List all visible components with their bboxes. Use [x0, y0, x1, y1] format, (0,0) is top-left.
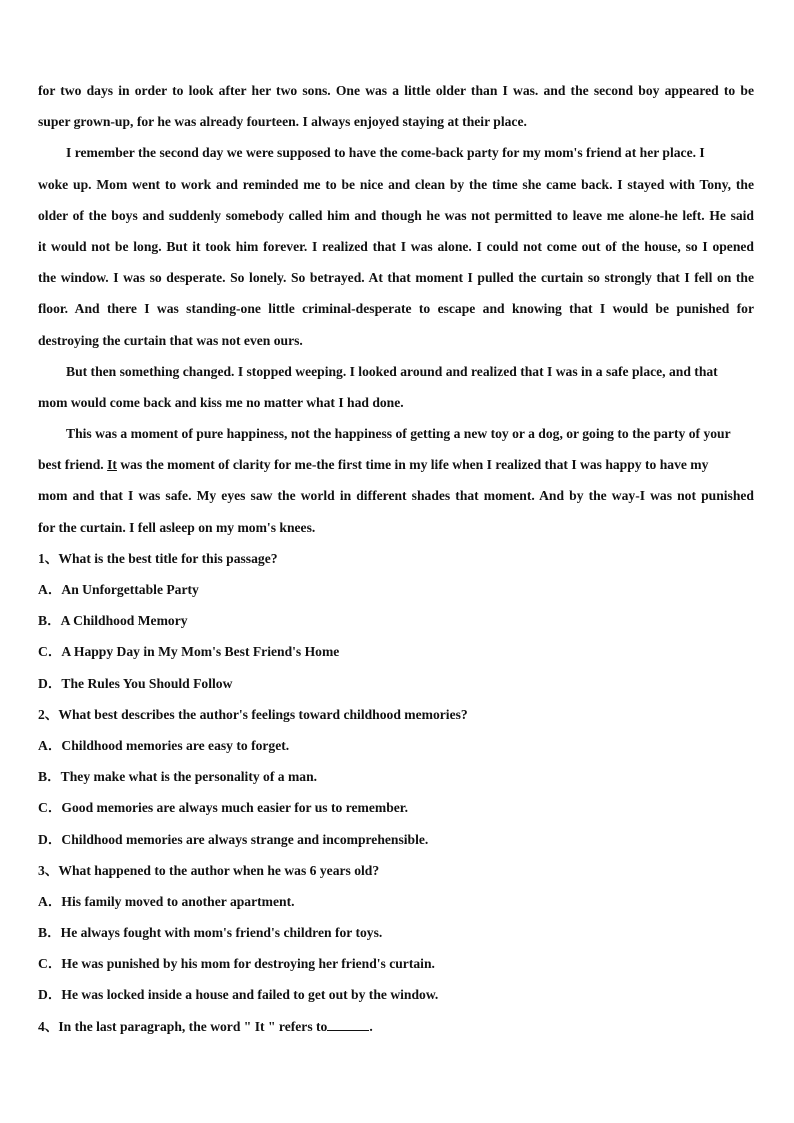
- option: C．A Happy Day in My Mom's Best Friend's Home: [38, 644, 340, 660]
- text-line: But then something changed. I stopped weeping. I looked around and realized that I was in a safe place, and that: [66, 363, 718, 379]
- text-line: mom would come back and kiss me no matter what I had done.: [38, 394, 404, 410]
- option: B．He always fought with mom's friend's children for toys.: [38, 925, 383, 941]
- questions: [38, 547, 754, 1046]
- text-line: floor. And there I was standing-one little criminal-desperate to escape and knowing that I would be punished for: [38, 301, 754, 317]
- option: A．Childhood memories are easy to forget.: [38, 737, 290, 753]
- question-stem: 3、What happened to the author when he was 6 years old?: [38, 862, 380, 878]
- text-line: This was a moment of pure happiness, not the happiness of getting a new toy or a dog, or going to the party of your: [66, 426, 731, 442]
- text-line: the window. I was so desperate. So lonely. So betrayed. At that moment I pulled the curtain so strongly that I fell on the: [38, 270, 754, 286]
- text-line: it would not be long. But it took him forever. I realized that I was alone. I could not come out of the house, so I opened: [38, 238, 754, 254]
- option: D．Childhood memories are always strange and incomprehensible.: [38, 831, 429, 847]
- option: C．He was punished by his mom for destroying her friend's curtain.: [38, 956, 435, 972]
- option: A．His family moved to another apartment.: [38, 893, 295, 909]
- text-line: super grown-up, for he was already fourteen. I always enjoyed staying at their place.: [38, 114, 527, 130]
- text-line: older of the boys and suddenly somebody called him and though he was not permitted to leave me alone-he left. He said: [38, 207, 754, 223]
- question-stem: 1、What is the best title for this passage?: [38, 550, 278, 566]
- option: D．The Rules You Should Follow: [38, 675, 233, 691]
- passage: [38, 79, 754, 547]
- text-line: mom and that I was safe. My eyes saw the world in different shades that moment. And by the way-I was not punished: [38, 488, 754, 504]
- option: D．He was locked inside a house and failed to get out by the window.: [38, 987, 439, 1003]
- option: B．A Childhood Memory: [38, 613, 188, 629]
- option: B．They make what is the personality of a man.: [38, 769, 318, 785]
- option: A．An Unforgettable Party: [38, 582, 199, 597]
- answer-blank: [327, 1018, 369, 1031]
- text-line: [38, 453, 754, 484]
- document-page: [38, 79, 754, 1046]
- text-line: woke up. Mom went to work and reminded me to be nice and clean by the time she came back. I stayed with Tony, the: [38, 176, 754, 192]
- text-line: destroying the curtain that was not even ours.: [38, 332, 303, 348]
- question-stem: [38, 1015, 754, 1046]
- underlined-word: It: [107, 457, 117, 473]
- text-segment: was the moment of clarity for me-the first time in my life when I realized that I was happy to have my: [116, 457, 709, 473]
- text-segment: 4、In the last paragraph, the word " It " refers to: [38, 1018, 328, 1034]
- text-line: I remember the second day we were supposed to have the come-back party for my mom's friend at her place. I: [66, 145, 705, 161]
- text-line: for the curtain. I fell asleep on my mom's knees.: [38, 519, 316, 535]
- text-segment: .: [369, 1018, 373, 1034]
- text-segment: best friend.: [38, 457, 108, 473]
- option: C．Good memories are always much easier for us to remember.: [38, 800, 408, 816]
- text-line: for two days in order to look after her two sons. One was a little older than I was. and the second boy appeared to be: [38, 83, 754, 98]
- question-stem: 2、What best describes the author's feelings toward childhood memories?: [38, 706, 468, 722]
